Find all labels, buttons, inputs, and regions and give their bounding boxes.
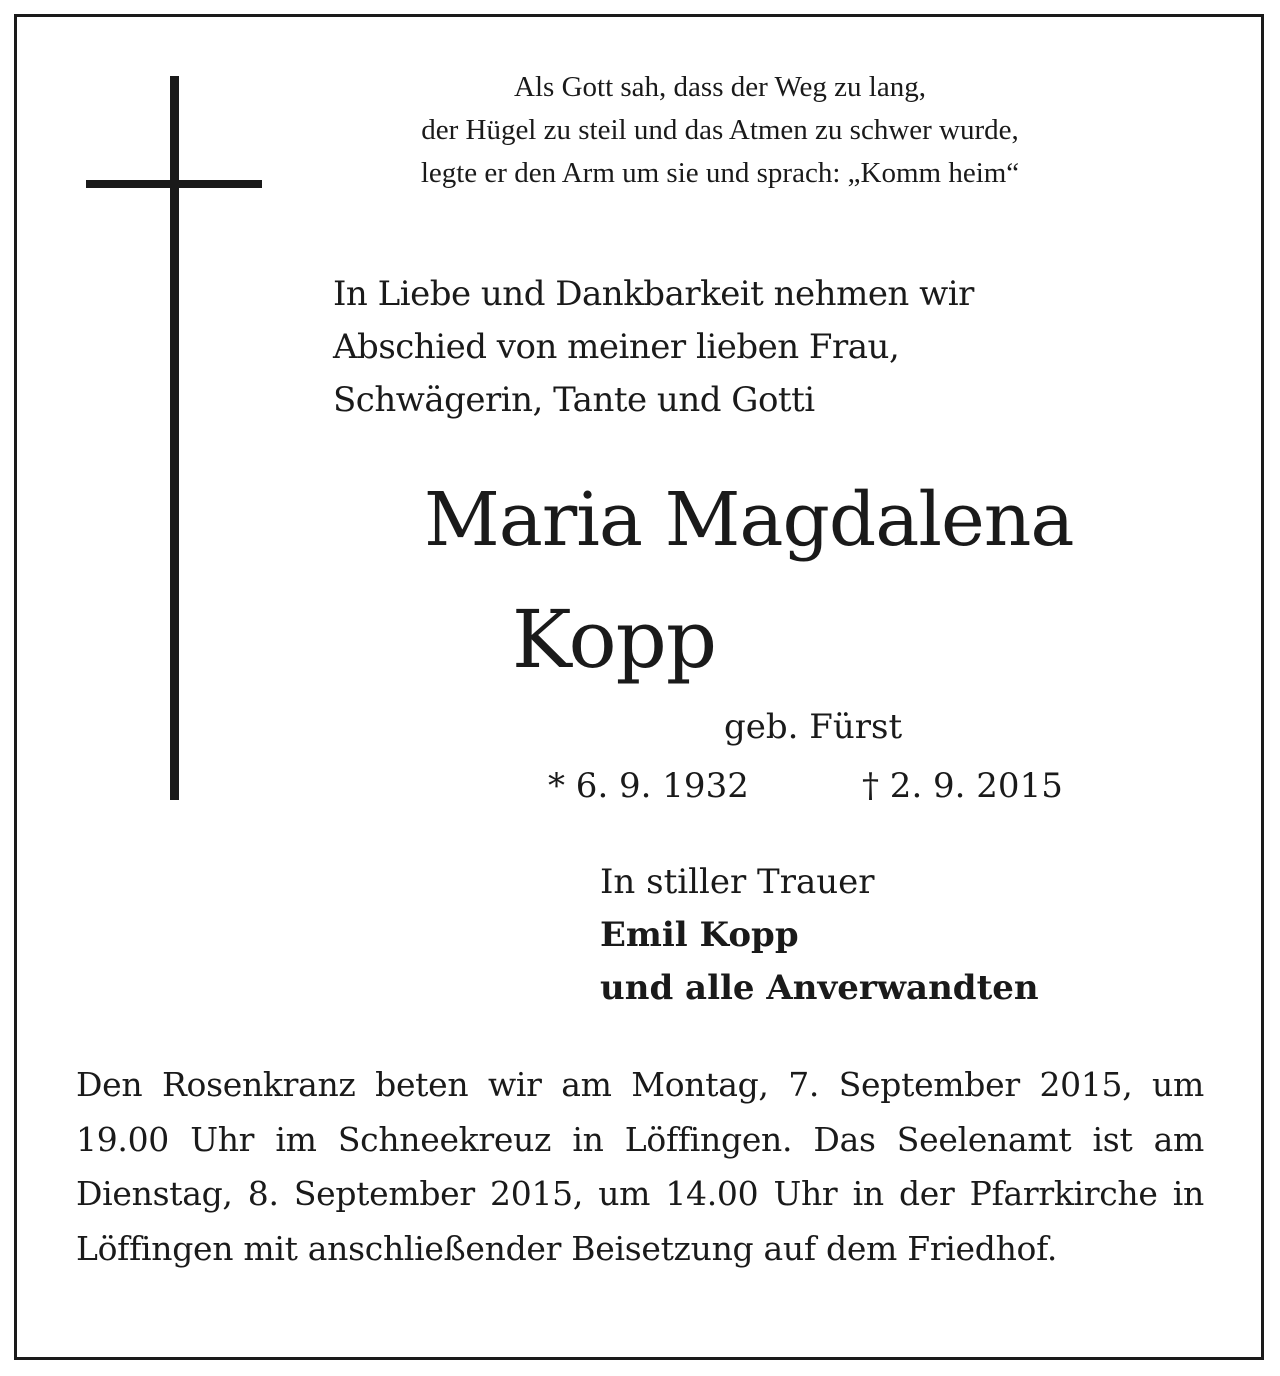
poem-line: Als Gott sah, dass der Weg zu lang,: [514, 71, 926, 103]
intro-line: In Liebe und Dankbarkeit nehmen wir: [333, 274, 974, 314]
mourners-heading: In stiller Trauer: [600, 862, 875, 902]
mourners-block: [600, 856, 1039, 1015]
cross-icon-horizontal-bar: [86, 180, 262, 188]
mourner-name: Emil Kopp: [600, 915, 799, 955]
birth-date: * 6. 9. 1932: [548, 766, 749, 806]
mourners-others: und alle Anverwandten: [600, 968, 1039, 1008]
maiden-name: geb. Fürst: [724, 707, 903, 747]
deceased-last-name: Kopp: [511, 593, 717, 686]
intro-line: Abschied von meiner lieben Frau,: [333, 327, 900, 367]
intro-line: Schwägerin, Tante und Gotti: [333, 380, 815, 420]
deceased-first-names: Maria Magdalena: [424, 477, 1074, 563]
intro-text: [333, 268, 974, 427]
poem-line: der Hügel zu steil und das Atmen zu schwer wurde,: [421, 114, 1019, 146]
service-notice: Den Rosenkranz beten wir am Montag, 7. September 2015, um 19.00 Uhr im Schneekreuz in Löffingen. Das Seelenamt ist am Dienstag, 8. September 2015, um 14.00 Uhr in der Pfarrkirche in Löffingen mit anschließender Beisetzung auf dem Friedhof.: [76, 1065, 1204, 1268]
poem-line: legte er den Arm um sie und sprach: „Komm heim“: [420, 157, 1020, 189]
death-date: † 2. 9. 2015: [862, 766, 1063, 806]
poem: [330, 66, 1110, 195]
